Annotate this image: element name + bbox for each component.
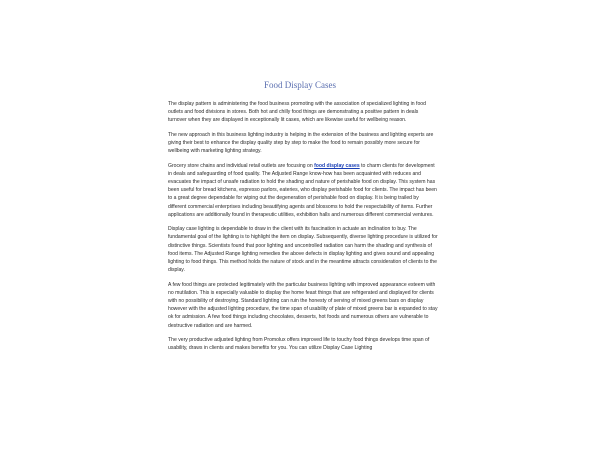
page-title: Food Display Cases [264, 80, 336, 90]
paragraph-2: The new approach in this business lighting industry is helping in the extension of the business and lighting experts are giving their best to enhance the display quality step by step to make the food to remain possibly more secure for wellbeing with marketing lighting strategy. [168, 131, 434, 155]
paragraph-4: Display case lighting is dependable to draw in the client with its fascination in actuate an inclination to buy. The fundamental goal of the lighting is to highlight the item on display. Subsequently, diverse lighting procedure is utilized for distinctive things. Scientists found that poor lighting and uncontrolled radiation can harm the shading and synthesis of food items. The Adjusted Range lighting remedies the above defects in display lighting and gives sound and appealing lighting to food things. This method holds the nature of stock and in the meantime attracts consideration of clients to the display. [168, 226, 438, 274]
paragraph-3-rest: to charm clients for development in deals and safeguarding of food quality. The Adjusted Range know-how has been acquainted with reduces and evacuates the impact of unsafe radiation to hold the shading and nature of perishable food on display. This system has been useful for bread kitchens, espresso parlors, eateries, who display perishable food for clients. The impact has been to a great degree dependable for wiping out the degeneration of perishable food on display. It is being trailed by different commercial enterprises including beautifying agents and blossoms to hold the respectability of items. Further applications are additionally found in therapeutic utilities, exhibition halls and numerous different commercial ventures. [168, 162, 437, 218]
paragraph-3-lead: Grocery store chains and individual retail outlets are focusing on [168, 162, 315, 169]
paragraph-3 [168, 162, 438, 219]
paragraph-5: A few food things are protected legitimately with the particular business lighting with improved appearance esteem with no mutilation. This is especially valuable to display the home feast things that are refrigerated and displayed for clients with no possibility of destroying. Standard lighting can ruin the honesty of serving of mixed greens bars on display however with the adjusted lighting procedure, the time span of usability of plate of mixed greens bar is expanded to stay ok for admission. A few food things including chocolates, desserts, hot foods and numerous others are vulnerable to destructive radiation and are harmed. [168, 281, 438, 329]
article-body [168, 100, 438, 359]
food-display-cases-link[interactable]: food display cases [314, 162, 360, 169]
paragraph-1: The display pattern is administering the food business promoting with the association of specialized lighting in food outlets and food divisions in stores. Both hot and chilly food things are demonstrating a positive pattern in deals turnover when they are displayed in exceptionally lit cases, which are likewise useful for wellbeing reason. [168, 101, 426, 124]
paragraph-6: The very productive adjusted lighting from Promolux offers improved life to touchy food things develops time span of usability, draws in clients and makes benefits for you. You can utilize Display Case Lighting [168, 337, 430, 352]
